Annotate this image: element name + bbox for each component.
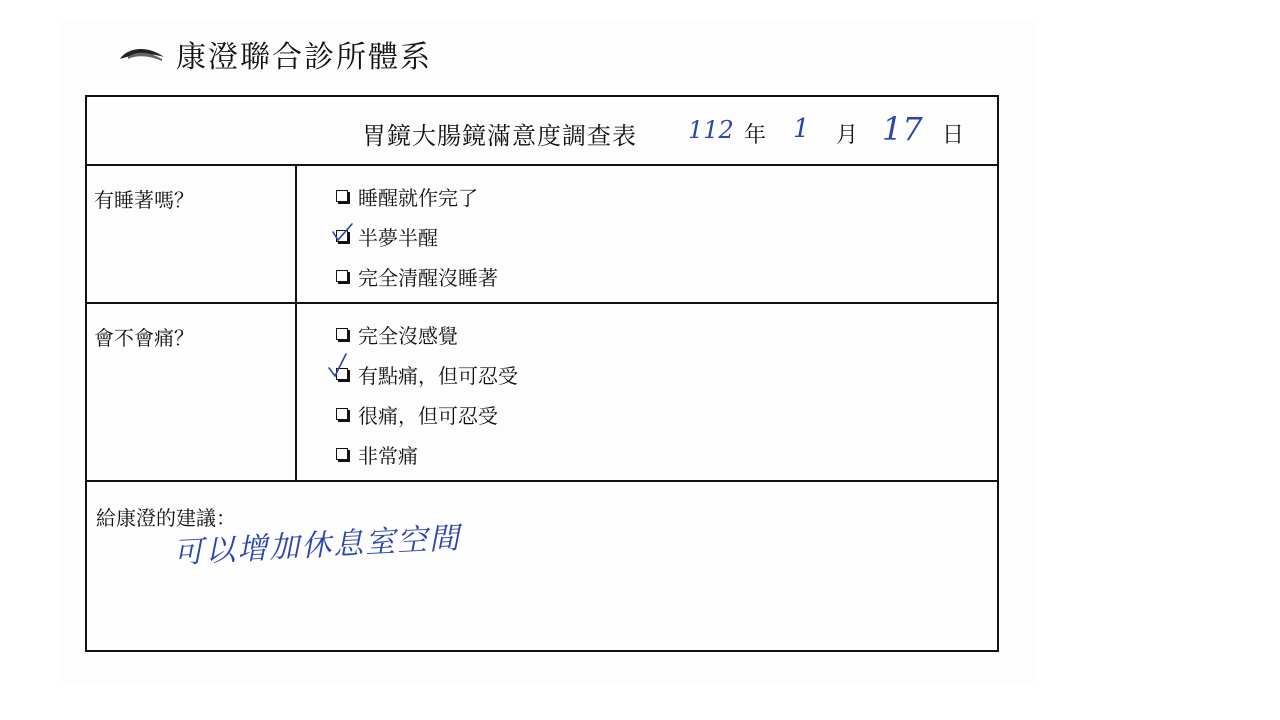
checkbox[interactable] [336,270,348,282]
question-sleep: 有睡著嗎？ [94,188,194,212]
checkmark-icon [328,354,350,376]
option-label: 完全沒感覺 [358,323,458,348]
option-no-feeling[interactable] [336,319,458,349]
checkmark-icon [332,222,354,244]
option-label: 完全清醒沒睡著 [358,265,498,290]
date-year-value: 112 [688,116,734,144]
suggestion-handwritten-text: 可以增加休息室空間 [172,520,462,571]
option-label: 睡醒就作完了 [358,185,478,210]
date-month-label: 月 [836,123,859,148]
suggestion-label: 給康澄的建議： [96,506,236,530]
option-fully-awake[interactable] [336,261,498,291]
option-label: 半夢半醒 [358,225,438,250]
option-label: 很痛，但可忍受 [358,403,498,428]
leaf-logo-icon [118,43,166,65]
row-divider [85,302,999,304]
date-month-value: 1 [793,114,810,144]
date-day-label: 日 [942,123,965,148]
option-very-painful-tolerable[interactable] [336,399,498,429]
checkbox[interactable] [336,448,348,460]
checkbox[interactable] [336,190,348,202]
option-slight-pain[interactable] [336,359,518,389]
column-divider [295,164,297,482]
clinic-name: 康澄聯合診所體系 [176,40,432,75]
clinic-header [118,34,432,74]
option-label: 有點痛，但可忍受 [358,363,518,388]
option-awake-done[interactable] [336,181,478,211]
option-extremely-painful[interactable] [336,439,418,469]
checkbox[interactable] [336,408,348,420]
checkbox[interactable] [336,328,348,340]
row-divider [85,164,999,166]
date-day-value: 17 [882,110,923,148]
question-pain: 會不會痛？ [94,326,194,350]
form-title: 胃鏡大腸鏡滿意度調查表 [362,122,637,150]
date-year-label: 年 [744,123,767,148]
row-divider [85,480,999,482]
option-label: 非常痛 [358,443,418,468]
